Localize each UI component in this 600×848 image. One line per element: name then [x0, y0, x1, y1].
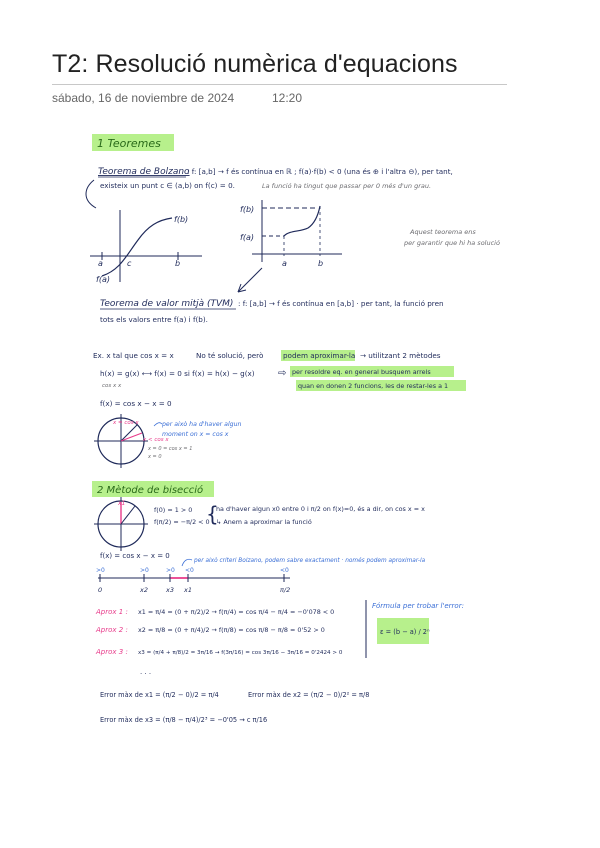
bolzano-note: La funció ha tingut que passar per 0 més d'un grau.: [262, 182, 432, 190]
circle-cos-label: x < cos x: [143, 437, 169, 443]
nl-top-1: >0: [140, 567, 149, 574]
section1-heading: 1 Teoremes: [97, 137, 161, 150]
approx-dots: · · ·: [140, 670, 152, 678]
interval-note: per això criteri Bolzano, podem sabre exactament · només podem aproximar-la: [194, 558, 426, 564]
error-formula: ε = (b − a) / 2ⁿ: [380, 628, 430, 636]
bolzano-line-2: existeix un punt c ∈ (a,b) on f(c) = 0.: [100, 181, 235, 190]
unit-circle-2: [94, 497, 148, 551]
pointer-curve-left: [86, 180, 96, 208]
graph2-fb-label: f(b): [240, 205, 255, 214]
side-note-line-1: Aquest teorema ens: [410, 228, 476, 236]
circle-note-1: per això ha d'haver algun: [162, 421, 242, 428]
approx-1-label: Aprox 1 :: [96, 608, 128, 616]
graph1-a-label: a: [98, 259, 103, 268]
nl-bottom-3: x1: [184, 586, 192, 594]
example-note-a: per resoldre eq. en general busquem arrels: [292, 368, 431, 376]
number-line: [96, 567, 290, 594]
brace-note-2: ↳ Anem a aproximar la funció: [216, 518, 312, 526]
circle-note-2: moment on x = cos x: [162, 431, 229, 438]
circle2-x1-label: x1: [118, 500, 126, 507]
tvm-graph: [240, 200, 342, 268]
graph1-c-label: c: [127, 259, 132, 268]
bolzano-graph: [90, 210, 202, 284]
nl-bottom-0: 0: [98, 586, 103, 594]
circle-xcos-label: x = cos x: [113, 420, 139, 426]
approx-2-expr: x2 = π/8 = (0 + π/4)/2 → f(π/8) = cos π/8 − π/8 = 0'52 > 0: [138, 626, 325, 634]
graph1-fa-label: f(a): [96, 275, 110, 284]
circle-cos-sub-2: x = 0: [148, 454, 162, 460]
example-line-1-mid: No té solució, però: [196, 351, 264, 360]
arrow-to-tvm: [238, 268, 262, 292]
example-note-b: quan en donen 2 funcions, les de restar-les a 1: [298, 382, 449, 390]
approx-3-expr: x3 = (π/4 + π/8)/2 = 3π/16 → f(3π/16) = cos 3π/16 − 3π/16 = 0'2424 > 0: [138, 650, 343, 656]
tvm-line-2: tots els valors entre f(a) i f(b).: [100, 315, 208, 324]
page-time: 12:20: [272, 91, 303, 105]
error-3: Error màx de x3 = (π/8 − π/4)/2³ = −0'05 → c π/16: [100, 716, 268, 724]
example-line-1-prefix: Ex. x tal que cos x = x: [93, 351, 174, 360]
bisection-fx-line: f(x) = cos x − x = 0: [100, 552, 170, 560]
nl-top-4: <0: [280, 567, 289, 574]
approx-1-expr: x1 = π/4 = (0 + π/2)/2 → f(π/4) = cos π/4 − π/4 = −0'078 < 0: [138, 608, 335, 616]
brace-note-1: ha d'haver algun x0 entre 0 i π/2 on f(x)=0, és a dir, on cos x = x: [216, 505, 425, 513]
error-2: Error màx de x2 = (π/2 − 0)/2² = π/8: [248, 691, 370, 699]
example-line-1-suffix: → utilitzant 2 mètodes: [360, 351, 441, 360]
nl-bottom-1: x2: [140, 586, 148, 594]
section2-heading: 2 Mètode de bisecció: [97, 485, 204, 496]
nl-bottom-4: π/2: [280, 586, 291, 594]
bisection-fpi: f(π/2) = −π/2 < 0: [154, 518, 210, 526]
implies-arrow-icon: ⇨: [278, 368, 287, 379]
brace-icon: {: [206, 502, 219, 526]
formula-title: Fórmula per trobar l'error:: [372, 602, 464, 610]
approx-2-label: Aprox 2 :: [96, 626, 128, 634]
error-1: Error màx de x1 = (π/2 − 0)/2 = π/4: [100, 691, 219, 699]
tvm-line-1: : f: [a,b] → f és contínua en [a,b] · per tant, la funció pren: [238, 299, 444, 308]
page-title: T2: Resolució numèrica d'equacions: [52, 50, 458, 78]
example-line-2: h(x) = g(x) ⟷ f(x) = 0 si f(x) = h(x) − g(x): [100, 369, 255, 378]
graph1-b-label: b: [175, 259, 181, 268]
example-line-1-highlight: podem aproximar-la: [283, 351, 356, 360]
graph2-a-label: a: [282, 259, 287, 268]
graph2-fa-label: f(a): [240, 233, 254, 242]
page-date: sábado, 16 de noviembre de 2024: [52, 91, 235, 105]
bisection-f0: f(0) = 1 > 0: [154, 506, 193, 514]
example-line-2-sub: cos x x: [102, 383, 122, 389]
nl-bottom-2: x3: [166, 586, 174, 594]
side-note-line-2: per garantir que hi ha solució: [404, 239, 500, 247]
nl-top-0: >0: [96, 567, 105, 574]
approx-3-label: Aprox 3 :: [96, 648, 128, 656]
circle-cos-sub-1: x = 0 = cos x = 1: [148, 446, 193, 452]
nl-top-3: <0: [185, 567, 194, 574]
nl-top-2: >0: [166, 567, 175, 574]
bolzano-title: Teorema de Bolzano: [98, 167, 190, 177]
graph1-fb-label: f(b): [174, 215, 189, 224]
tvm-title: Teorema de valor mitjà (TVM): [100, 299, 234, 309]
example-fx: f(x) = cos x − x = 0: [100, 399, 172, 408]
graph2-b-label: b: [318, 259, 324, 268]
bolzano-line-1: : f: [a,b] → f és contínua en ℝ ; f(a)·f(b) < 0 (una és ⊕ i l'altra ⊖), per tant,: [187, 167, 453, 176]
